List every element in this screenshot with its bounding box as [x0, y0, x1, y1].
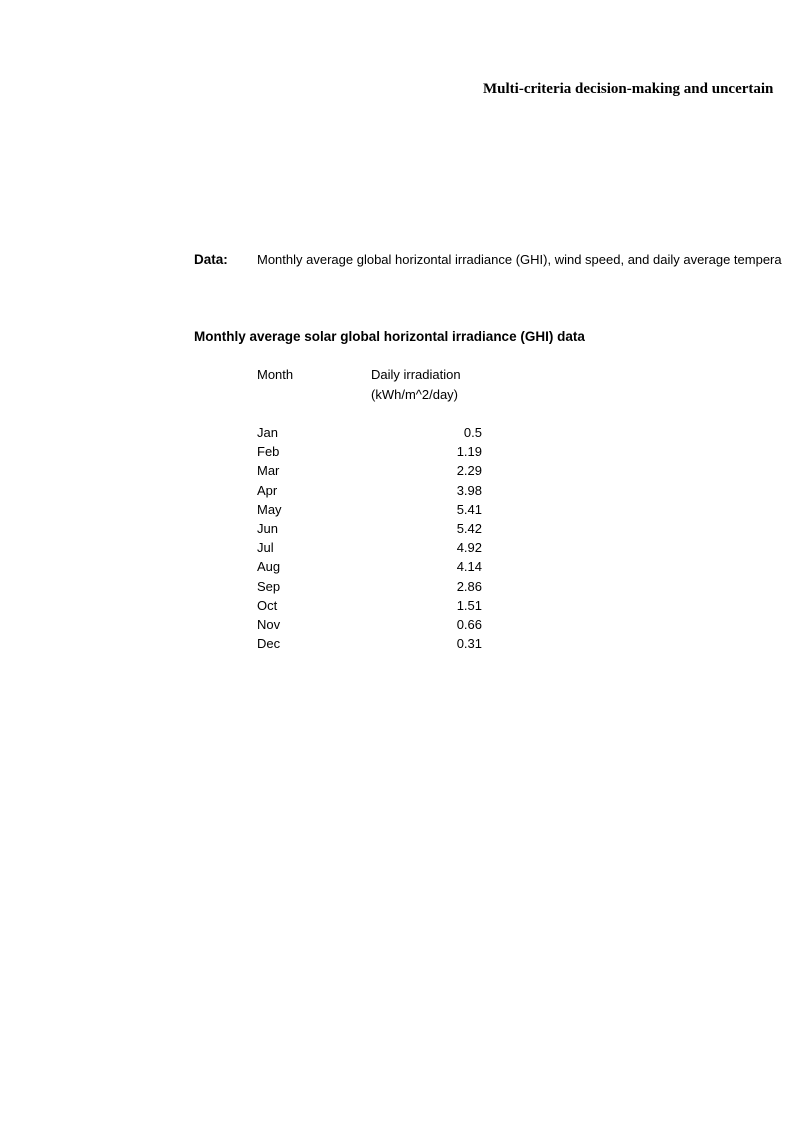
irradiation-cell: 0.66: [456, 616, 482, 632]
column-header-unit: (kWh/m^2/day): [371, 387, 459, 402]
month-cell: Jan: [257, 425, 278, 440]
month-cell: Sep: [257, 578, 281, 594]
irradiation-cell: 2.86: [456, 578, 482, 594]
table-row: [257, 539, 482, 558]
irradiation-cell: 5.42: [456, 520, 482, 536]
month-cell: Nov: [257, 616, 281, 632]
month-cell: Jun: [257, 520, 278, 536]
column-header-irradiation: Daily irradiation: [371, 367, 461, 382]
table-row: [257, 635, 482, 654]
month-cell: Mar: [257, 463, 280, 479]
page-title: Multi-criteria decision-making and uncertain: [483, 81, 774, 97]
table-row: [257, 616, 482, 635]
table-row: [257, 520, 482, 539]
data-label: Data:: [194, 252, 228, 267]
month-cell: Feb: [257, 444, 280, 460]
month-cell: Apr: [257, 482, 278, 498]
irradiation-cell: 2.29: [456, 463, 482, 479]
irradiation-cell: 5.41: [456, 501, 482, 517]
section-heading: Monthly average solar global horizontal irradiance (GHI) data: [194, 329, 585, 344]
table-row: [257, 558, 482, 577]
irradiation-cell: 1.19: [456, 444, 482, 460]
table-row: [257, 482, 482, 501]
irradiation-cell: 3.98: [456, 482, 482, 498]
ghi-table: [257, 424, 482, 654]
month-cell: Oct: [257, 597, 278, 613]
irradiation-cell: 4.14: [456, 559, 482, 575]
data-description: Monthly average global horizontal irradiance (GHI), wind speed, and daily average tempera: [257, 252, 782, 267]
month-cell: May: [257, 501, 282, 517]
column-header-month: Month: [257, 367, 294, 382]
table-row: [257, 501, 482, 520]
table-row: [257, 578, 482, 597]
month-cell: Jul: [257, 540, 274, 556]
month-cell: Dec: [257, 636, 281, 652]
table-row: [257, 597, 482, 616]
irradiation-cell: 1.51: [456, 597, 482, 613]
month-cell: Aug: [257, 559, 281, 575]
irradiation-cell: 0.31: [456, 636, 482, 652]
table-row: [257, 424, 482, 443]
irradiation-cell: 0.5: [463, 425, 482, 440]
table-row: [257, 443, 482, 462]
irradiation-cell: 4.92: [456, 540, 482, 556]
table-row: [257, 462, 482, 481]
